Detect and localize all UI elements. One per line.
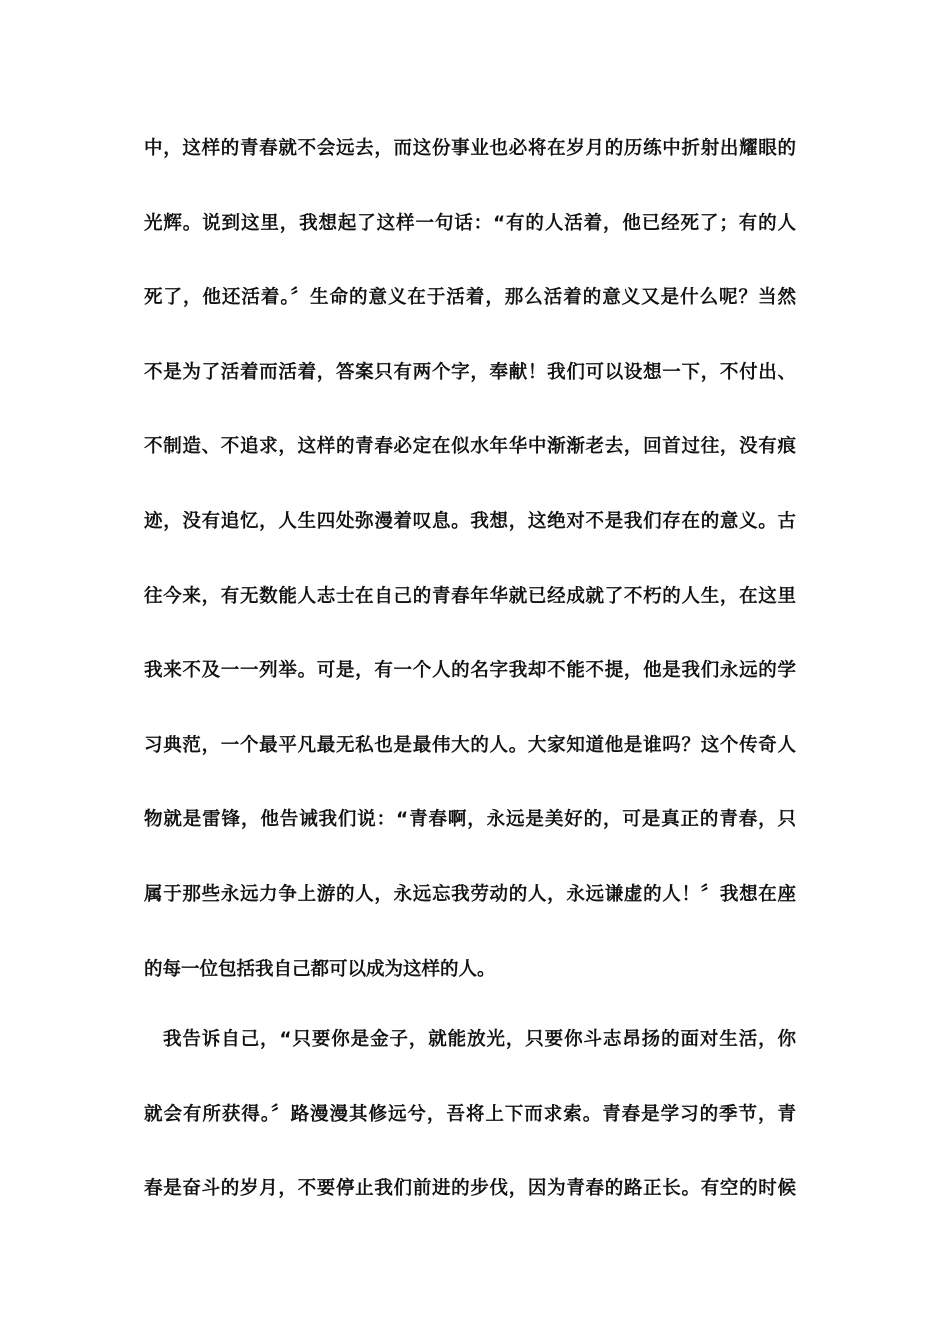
text-line: 的每一位包括我自己都可以成为这样的人。 xyxy=(144,958,496,980)
text-line: 迹，没有追忆，人生四处弥漫着叹息。我想，这绝对不是我们存在的意义。古 xyxy=(144,510,796,532)
paragraph-2 xyxy=(144,1003,796,1227)
text-line: 死了，他还活着。〞生命的意义在于活着，那么活着的意义又是什么呢？当然 xyxy=(144,287,796,309)
paragraph-1 xyxy=(144,112,796,1007)
text-line: 属于那些永远力争上游的人，永远忘我劳动的人，永远谦虚的人！〞我想在座 xyxy=(144,883,796,905)
text-line: 不是为了活着而活着，答案只有两个字，奉献！我们可以设想一下，不付出、 xyxy=(144,361,796,383)
text-line: 中，这样的青春就不会远去，而这份事业也必将在岁月的历练中折射出耀眼的 xyxy=(144,138,796,159)
text-line: 我来不及一一列举。可是，有一个人的名字我却不能不提，他是我们永远的学 xyxy=(144,660,796,682)
text-line: 物就是雷锋，他告诫我们说：“青春啊，永远是美好的，可是真正的青春，只 xyxy=(144,809,796,831)
text-line: 习典范，一个最平凡最无私也是最伟大的人。大家知道他是谁吗？这个传奇人 xyxy=(144,734,796,756)
text-line: 春是奋斗的岁月，不要停止我们前进的步伐，因为青春的路正长。有空的时候 xyxy=(144,1178,796,1200)
text-line: 光辉。说到这里，我想起了这样一句话：“有的人活着，他已经死了；有的人 xyxy=(144,212,796,234)
text-line: 不制造、不追求，这样的青春必定在似水年华中渐渐老去，回首过往，没有痕 xyxy=(144,436,796,458)
text-line: 往今来，有无数能人志士在自己的青春年华就已经成就了不朽的人生，在这里 xyxy=(144,585,796,607)
text-line: 我告诉自己，“只要你是金子，就能放光，只要你斗志昂扬的面对生活，你 xyxy=(163,1029,796,1050)
text-line: 就会有所获得。〞路漫漫其修远兮，吾将上下而求索。青春是学习的季节，青 xyxy=(144,1103,796,1125)
